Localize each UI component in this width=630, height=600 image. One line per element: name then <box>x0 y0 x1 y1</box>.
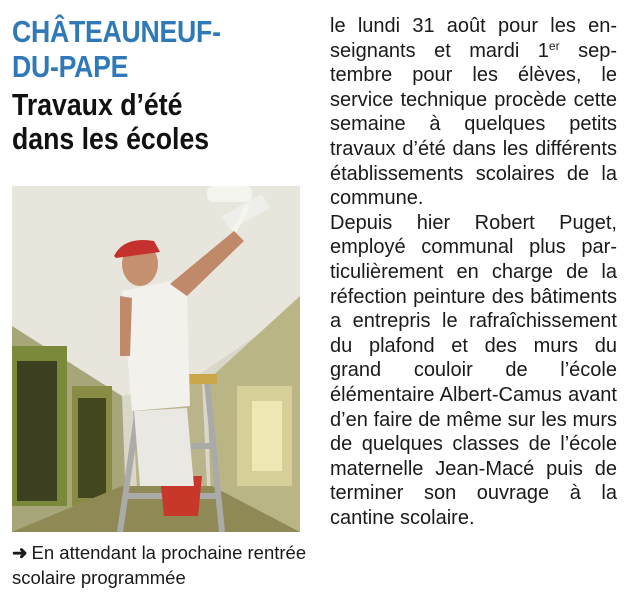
headline <box>12 88 304 156</box>
ordinal-superscript: er <box>548 38 560 53</box>
article-header <box>12 14 307 156</box>
arrow-right-icon: ➜ <box>12 542 28 563</box>
paragraph-1-end: septembre pour les élèves, le service technique procède cette semaine à quelques petits travaux d’été dans les différents établissements scolaires de la commune. <box>330 39 617 210</box>
article-photo <box>12 186 300 532</box>
headline-line-2: dans les écoles <box>12 121 210 156</box>
paragraph-1-start: le lundi 31 août pour les enseignants et mardi 1 <box>330 15 617 62</box>
location-kicker <box>12 14 304 84</box>
headline-line-1: Travaux d’été <box>12 87 183 122</box>
kicker-line-2: DU-PAPE <box>12 49 129 84</box>
caption-text: En attendant la prochaine rentrée scolaire programmée <box>12 542 307 588</box>
kicker-line-1: CHÂTEAUNEUF- <box>12 14 221 49</box>
article-body <box>330 14 617 530</box>
painter-photo-illustration <box>12 186 300 532</box>
paragraph-2: Depuis hier Robert Puget, employé communal plus particulièrement en charge de la réfection peinture des bâtiments a entrepris le rafraîchissement du plafond et des murs du grand couloir de l’école élémentaire Albert-Camus avant d’en faire de même sur les murs de quelques classes de l’école maternelle Jean-Macé puis de terminer son ouvrage à la cantine scolaire. <box>330 211 617 529</box>
photo-caption <box>12 540 312 590</box>
paragraph-1 <box>330 14 617 211</box>
